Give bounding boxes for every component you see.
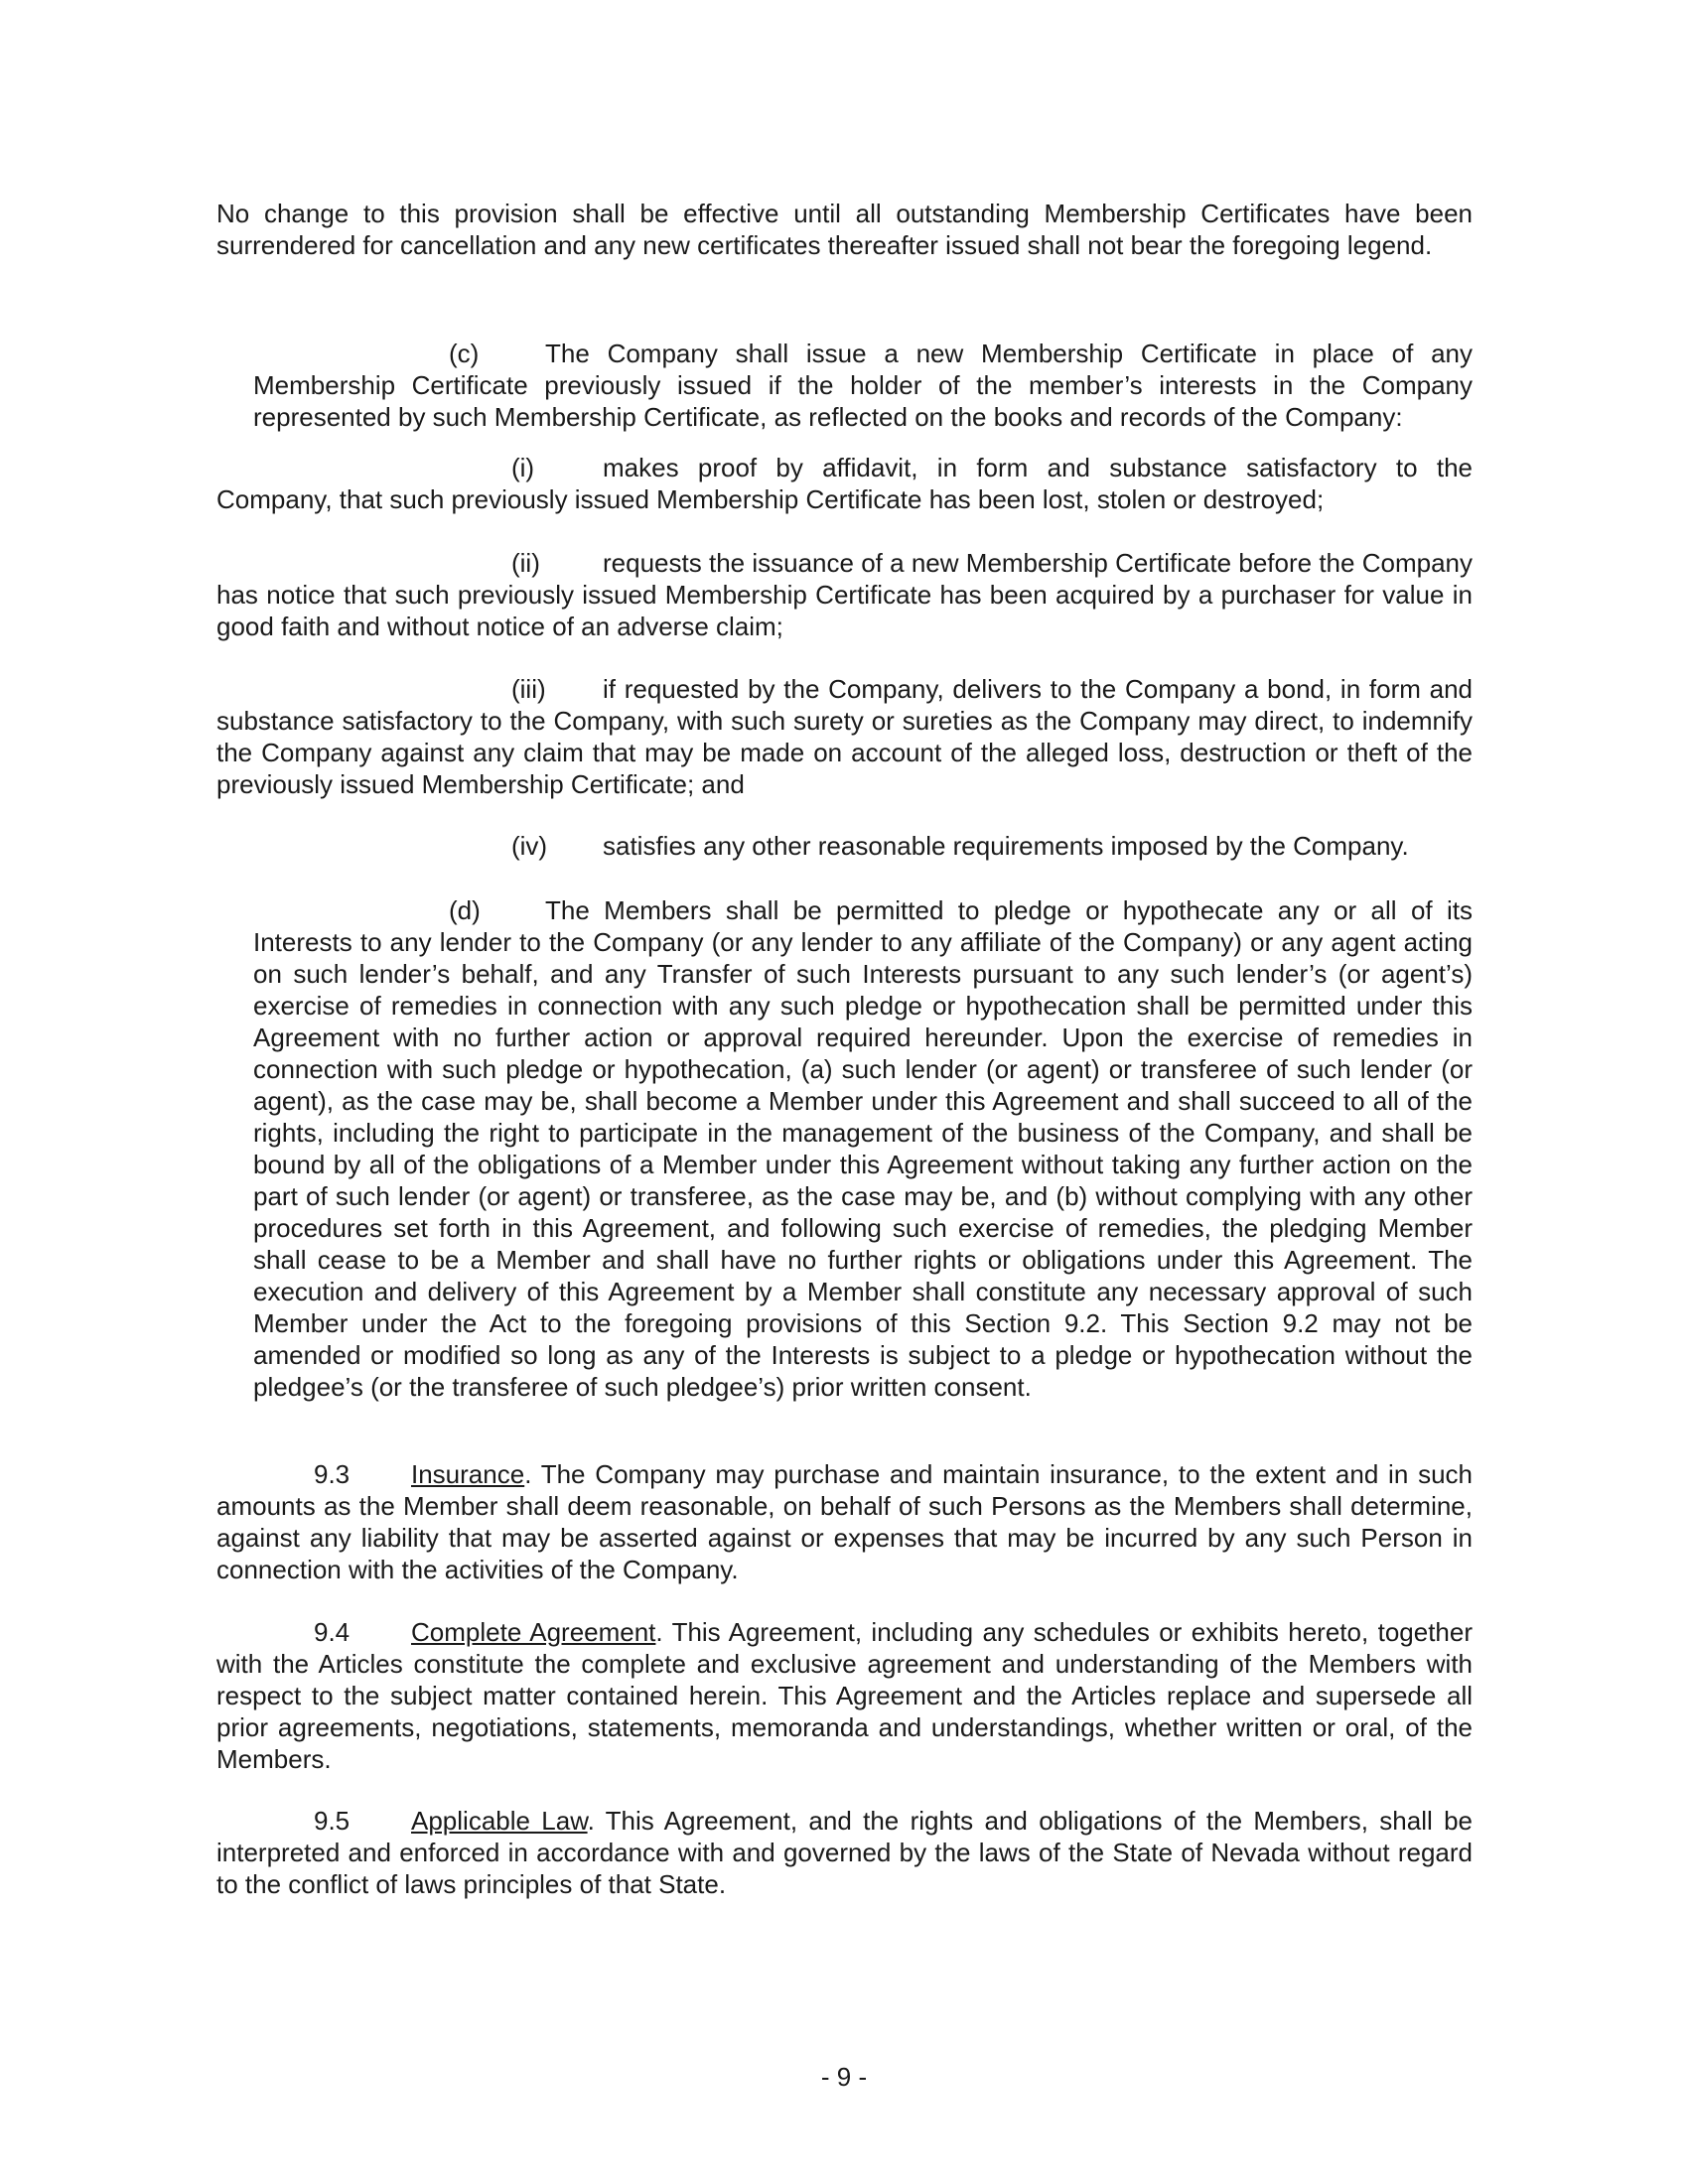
paragraph-iii-marker: (iii) <box>511 674 546 704</box>
paragraph-d <box>253 894 1473 1403</box>
paragraph-c <box>253 338 1473 433</box>
section-9-3 <box>216 1458 1473 1585</box>
section-9-3-text: . The Company may purchase and maintain insurance, to the extent and in such amounts as the Member shall deem reasonable, on behalf of such Persons as the Members shall determine, against any liability that may be asserted against or expenses that may be incurred by any such Person in connection with the activities of the Company. <box>216 1459 1473 1584</box>
paragraph-ii <box>216 547 1473 642</box>
paragraph-ii-text: requests the issuance of a new Membership Certificate before the Company has notice that such previously issued Membership Certificate has been acquired by a purchaser for value in good faith and without notice of an adverse claim; <box>216 548 1473 641</box>
paragraph-i-text: makes proof by affidavit, in form and substance satisfactory to the Company, that such previously issued Membership Certificate has been lost, stolen or destroyed; <box>216 453 1473 514</box>
paragraph-iii-text: if requested by the Company, delivers to the Company a bond, in form and substance satisfactory to the Company, with such surety or sureties as the Company may direct, to indemnify the Company against any claim that may be made on account of the alleged loss, destruction or theft of the previously issued Membership Certificate; and <box>216 674 1473 799</box>
section-9-3-number: 9.3 <box>314 1459 351 1489</box>
page-number: - 9 - <box>820 2062 868 2092</box>
section-9-4-text: . This Agreement, including any schedules or exhibits hereto, together with the Articles constitute the complete and exclusive agreement and understanding of the Members with respect to the subject matter contained herein. This Agreement and the Articles replace and supersede all prior agreements, negotiations, statements, memoranda and understandings, whether written or oral, of the Members. <box>216 1617 1474 1774</box>
section-9-4-heading: Complete Agreement <box>411 1617 656 1647</box>
paragraph-c-marker: (c) <box>449 339 480 368</box>
paragraph-d-marker: (d) <box>449 895 481 925</box>
paragraph-iv <box>216 830 1473 862</box>
section-9-3-heading: Insurance <box>411 1459 525 1489</box>
section-9-5-number: 9.5 <box>314 1806 351 1836</box>
section-9-5 <box>216 1805 1473 1900</box>
paragraph-iv-marker: (iv) <box>511 831 548 861</box>
paragraph-ii-marker: (ii) <box>511 548 540 578</box>
paragraph-legend-change: No change to this provision shall be effective until all outstanding Membership Certificates have been surrendered for cancellation and any new certificates thereafter issued shall not bear the foregoing legend. <box>216 199 1473 260</box>
paragraph-iv-text: satisfies any other reasonable requirements imposed by the Company. <box>603 831 1409 861</box>
section-9-5-heading: Applicable Law <box>411 1806 588 1836</box>
section-9-4 <box>216 1616 1473 1775</box>
paragraph-c-text: The Company shall issue a new Membership Certificate in place of any Membership Certificate previously issued if the holder of the member’s interests in the Company represented by such Membership Certificate, as reflected on the books and records of the Company: <box>253 339 1473 432</box>
section-9-4-number: 9.4 <box>314 1617 351 1647</box>
paragraph-iii <box>216 673 1473 800</box>
paragraph-d-text: The Members shall be permitted to pledge or hypothecate any or all of its Interests to any lender to the Company (or any lender to any affiliate of the Company) or any agent acting on such lender’s behalf, and any Transfer of such Interests pursuant to any such lender’s (or agent’s) exercise of remedies in connection with any such pledge or hypothecation shall be permitted under this Agreement with no further action or approval required hereunder. Upon the exercise of remedies in connection with such pledge or hypothecation, (a) such lender (or agent) or transferee of such lender (or agent), as the case may be, shall become a Member under this Agreement and shall succeed to all of the rights, including the right to participate in the management of the business of the Company, and shall be bound by all of the obligations of a Member under this Agreement without taking any further action on the part of such lender (or agent) or transferee, as the case may be, and (b) without complying with any other procedures set forth in this Agreement, and following such exercise of remedies, the pledging Member shall cease to be a Member and shall have no further rights or obligations under this Agreement. The execution and delivery of this Agreement by a Member shall constitute any necessary approval of such Member under the Act to the foregoing provisions of this Section 9.2. This Section 9.2 may not be amended or modified so long as any of the Interests is subject to a pledge or hypothecation without the pledgee’s (or the transferee of such pledgee’s) prior written consent. <box>253 895 1473 1402</box>
section-9-5-text: . This Agreement, and the rights and obligations of the Members, shall be interpreted and enforced in accordance with and governed by the laws of the State of Nevada without regard to the conflict of laws principles of that State. <box>216 1806 1473 1899</box>
paragraph-i <box>216 452 1473 515</box>
paragraph-i-marker: (i) <box>511 453 535 482</box>
